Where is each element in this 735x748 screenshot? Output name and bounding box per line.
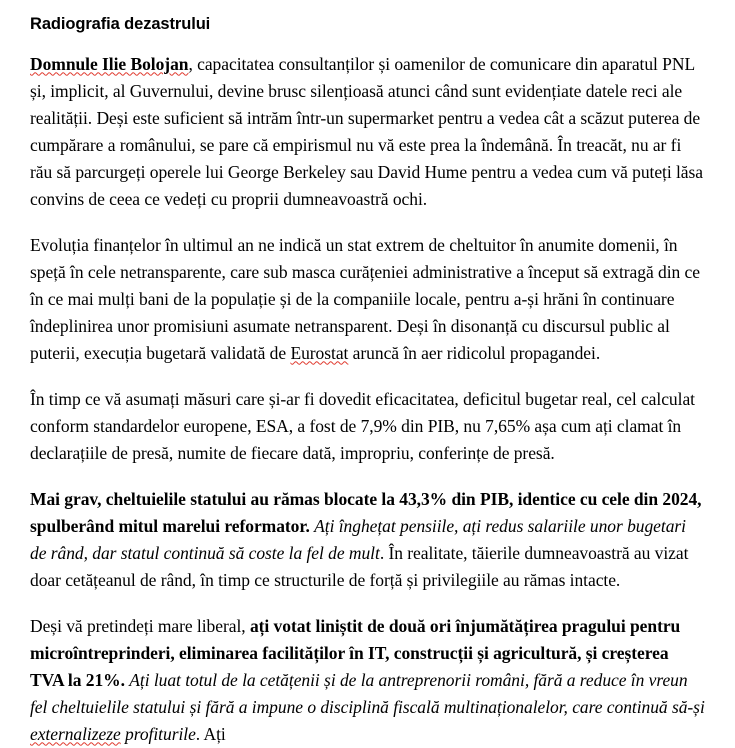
paragraph bbox=[30, 486, 705, 594]
text-run: Evoluția finanțelor în ultimul an ne indică un stat extrem de cheltuitor în anumite domenii, în speță în cele netransparente, care sub masca curățeniei administrative a început să extragă din ce în ce mai mulți bani de la populație și de la companiile locale, pentru a-și hrăni în continuare îndeplinirea unor promisiuni asumate netransparent. Deși în disonanță cu discursul public al puterii, execuția bugetară validată de bbox=[30, 234, 700, 363]
paragraph bbox=[30, 232, 705, 367]
text-run: În timp ce vă asumați măsuri care și-ar fi dovedit eficacitatea, deficitul bugetar real, cel calculat conform standardelor europene, ESA, a fost de 7,9% din PIB, nu 7,65% așa cum ați clamat în declarațiile de presă, numite de fiecare dată, impropriu, conferințe de presă. bbox=[30, 388, 695, 463]
text-run: ați votat liniștit de două ori înjumătățirea pragului pentru microîntreprinderi, eliminarea facilităților în IT, construcții și agricultură, și creșterea TVA la 21%. bbox=[30, 615, 681, 690]
text-run: Ați luat totul de la cetățenii și de la antreprenorii români, fără a reduce în vreun fel cheltuielile statului și fără a impune o disciplină fiscală multinaționalelor, care continuă să-și bbox=[30, 669, 705, 717]
paragraph bbox=[30, 386, 705, 467]
paragraph bbox=[30, 613, 705, 748]
text-run: profiturile bbox=[120, 723, 196, 744]
paragraph bbox=[30, 51, 705, 213]
text-run: . Ați bbox=[195, 723, 226, 744]
text-run: , capacitatea consultanților și oamenilor de comunicare din aparatul PNL și, implicit, al Guvernului, devine brusc silențioasă atunci când sunt evidențiate datele reci ale realității. Deși este suficient să intrăm într-un supermarket pentru a vedea cât a scăzut puterea de cumpărare a românului, se pare că empirismul nu vă este prea la îndemână. În treacăt, nu ar fi rău să parcurgeți operele lui George Berkeley sau David Hume pentru a vedea cum vă puteți lăsa convins de ceea ce vedeți cu proprii dumneavoastră ochi. bbox=[30, 53, 703, 209]
misspelled-text: Eurostat bbox=[290, 342, 349, 363]
text-run: Ați înghețat pensiile, ați redus salariile unor bugetari de rând, dar statul continuă să coste la fel de mult bbox=[30, 515, 686, 563]
text-run: Mai grav, cheltuielile statului au rămas blocate la 43,3% din PIB, identice cu cele din 2024, spulberând mitul marelui reformator. bbox=[30, 488, 702, 536]
misspelled-text: Domnule Ilie Bolojan bbox=[30, 53, 189, 74]
text-run: Deși vă pretindeți mare liberal, bbox=[30, 615, 250, 636]
text-run: aruncă în aer ridicolul propagandei. bbox=[348, 342, 601, 363]
document-body bbox=[30, 51, 705, 748]
misspelled-text: externalizeze bbox=[30, 723, 121, 744]
text-run: . În realitate, tăierile dumneavoastră au vizat doar cetățeanul de rând, în timp ce structurile de forță și privilegiile au rămas intacte. bbox=[30, 542, 689, 590]
page-title: Radiografia dezastrului bbox=[30, 15, 211, 33]
